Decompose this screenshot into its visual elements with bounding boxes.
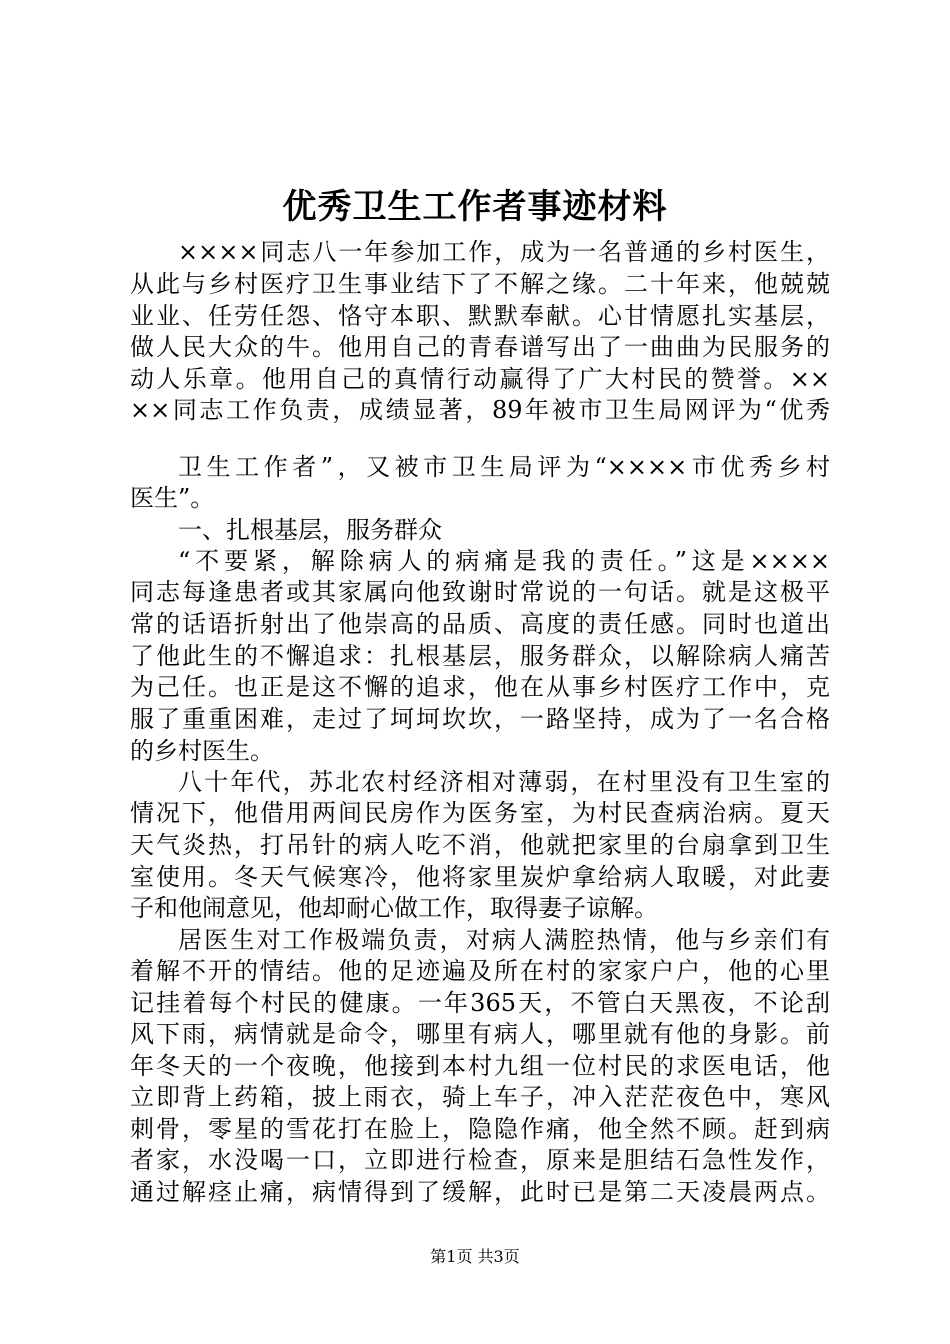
body-line: 的乡村医生。	[130, 737, 274, 765]
body-line: 刺骨，零星的雪花打在脸上，隐隐作痛，他全然不顾。赶到病	[130, 1115, 830, 1143]
body-line: 做人民大众的牛。他用自己的青春谱写出了一曲曲为民服务的	[130, 333, 830, 361]
body-line: 室使用。冬天气候寒冷，他将家里炭炉拿给病人取暖，对此妻	[130, 863, 830, 891]
body-line: 通过解痉止痛，病情得到了缓解，此时已是第二天凌晨两点。	[130, 1178, 830, 1206]
body-line: 年冬天的一个夜晚，他接到本村九组一位村民的求医电话，他	[130, 1052, 830, 1080]
body-line: 卫生工作者”，又被市卫生局评为“××××市优秀乡村	[178, 453, 830, 481]
body-line: 服了重重困难，走过了坷坷坎坎，一路坚持，成为了一名合格	[130, 705, 830, 733]
body-line: 风下雨，病情就是命令，哪里有病人，哪里就有他的身影。前	[130, 1020, 830, 1048]
body-line: 为己任。也正是这不懈的追求，他在从事乡村医疗工作中，克	[130, 673, 830, 701]
body-line: 居医生对工作极端负责，对病人满腔热情，他与乡亲们有	[178, 926, 830, 954]
body-line: “不要紧，解除病人的病痛是我的责任。”这是××××	[178, 547, 830, 575]
body-line: 子和他闹意见，他却耐心做工作，取得妻子谅解。	[130, 894, 658, 922]
body-line: ××同志工作负责，成绩显著，89年被市卫生局网评为“优秀	[130, 396, 830, 424]
body-line: 常的话语折射出了他崇高的品质、高度的责任感。同时也道出	[130, 610, 830, 638]
body-line: 医生”。	[130, 484, 215, 512]
body-line: 了他此生的不懈追求：扎根基层，服务群众，以解除病人痛苦	[130, 642, 830, 670]
body-line: ××××同志八一年参加工作，成为一名普通的乡村医生，	[178, 238, 830, 266]
page-footer: 第1页 共3页	[430, 1247, 520, 1266]
body-line: 立即背上药箱，披上雨衣，骑上车子，冲入茫茫夜色中，寒风	[130, 1083, 830, 1111]
body-line: 着解不开的情结。他的足迹遍及所在村的家家户户，他的心里	[130, 957, 830, 985]
body-line: 动人乐章。他用自己的真情行动赢得了广大村民的赞誉。××	[130, 365, 830, 393]
section-heading: 一、扎根基层，服务群众	[178, 516, 442, 544]
body-line: 天气炎热，打吊针的病人吃不消，他就把家里的台扇拿到卫生	[130, 831, 830, 859]
body-line: 八十年代，苏北农村经济相对薄弱，在村里没有卫生室的	[178, 768, 830, 796]
body-line: 情况下，他借用两间民房作为医务室，为村民查病治病。夏天	[130, 799, 830, 827]
body-line: 记挂着每个村民的健康。一年365天，不管白天黑夜，不论刮	[130, 989, 830, 1017]
body-line: 者家，水没喝一口，立即进行检查，原来是胆结石急性发作，	[130, 1146, 830, 1174]
body-line: 同志每逢患者或其家属向他致谢时常说的一句话。就是这极平	[130, 578, 830, 606]
body-line: 从此与乡村医疗卫生事业结下了不解之缘。二十年来，他兢兢	[130, 270, 830, 298]
body-line: 业业、任劳任怨、恪守本职、默默奉献。心甘情愿扎实基层，	[130, 302, 830, 330]
document-title: 优秀卫生工作者事迹材料	[282, 187, 668, 227]
